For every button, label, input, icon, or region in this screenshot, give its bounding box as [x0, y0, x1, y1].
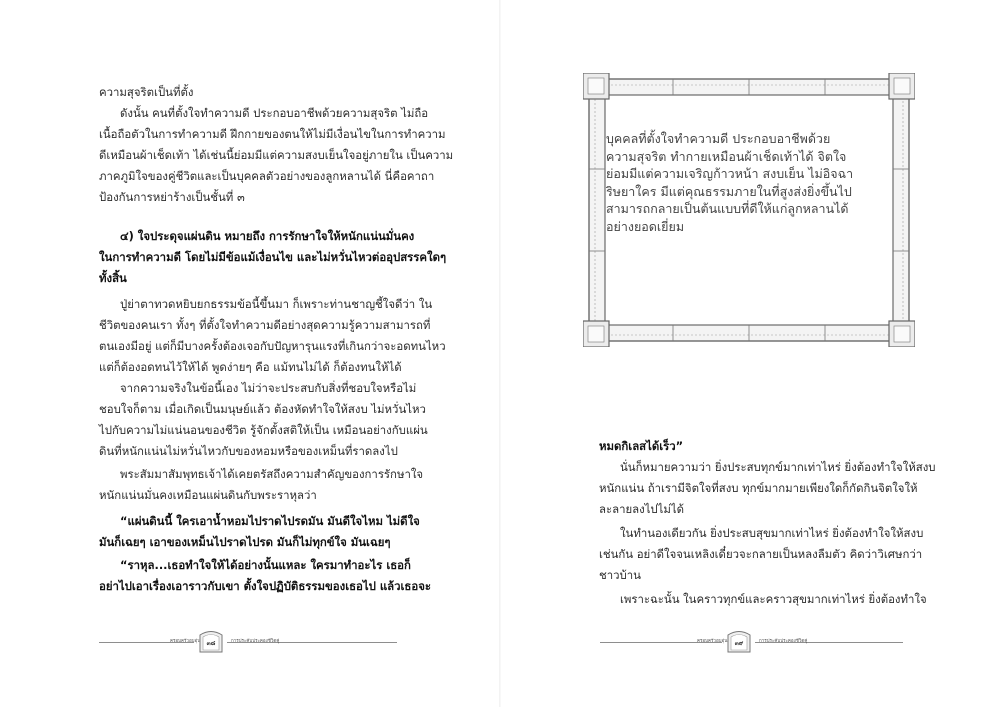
left-line-19: หนักแน่นมั่นคงเหมือนแผ่นดินกับพระราหุลว่า	[99, 488, 317, 502]
right-line-3: หนักแน่น ถ้าเรามีจิตใจที่สงบ ทุกข์มากมายเพียงใดก็กัดกินจิตใจให้	[599, 481, 918, 495]
right-line-6: เช่นกัน อย่าดีใจจนเหลิงเดี๋ยวจะกลายเป็นหลงลืมตัว คิดว่าวิเศษกว่า	[599, 547, 923, 561]
left-heading-4-line-2: ในการทำความดี โดยไม่มีข้อแม้เงื่อนไข และไม่หวั่นไหวต่ออุปสรรคใดๆ	[99, 250, 447, 264]
framed-quote	[606, 130, 886, 235]
book-gutter	[499, 0, 501, 707]
left-line-14: จากความจริงในข้อนี้เอง ไม่ว่าจะประสบกับสิ่งที่ชอบใจหรือไม่	[120, 381, 417, 395]
left-line-18: พระสัมมาสัมพุทธเจ้าได้เคยตรัสถึงความสำคัญของการรักษาใจ	[120, 467, 424, 481]
left-line-3: เนื้อถือตัวในการทำความดี ฝึกกายของตนให้ไม่มีเงื่อนไขในการทำความ	[99, 127, 446, 141]
left-quote-line-4: อย่าไปเอาเรื่องเอาราวกับเขา ตั้งใจปฏิบัติธรรมของเธอไป แล้วเธอจะ	[99, 579, 432, 593]
left-line-6: ป้องกันการหย่าร้างเป็นชั้นที่ ๓	[99, 190, 245, 204]
right-line-8: เพราะฉะนั้น ในคราวทุกข์และคราวสุขมากเท่าไหร่ ยิ่งต้องทำใจ	[620, 592, 927, 606]
right-page-number: ๓๙	[734, 640, 744, 647]
right-line-4: ละลายลงไปไม่ได้	[599, 502, 685, 516]
left-heading-4-line-1: ๔) ใจประดุจแผ่นดิน หมายถึง การรักษาใจให้หนักแน่นมั่นคง	[120, 229, 415, 243]
left-page-number: ๓๘	[206, 640, 216, 647]
left-quote-line-2: มันก็เฉยๆ เอาของเหม็นไปราดไปรด มันก็ไม่ทุกข์ใจ มันเฉยๆ	[99, 535, 391, 549]
right-page-number-badge	[726, 629, 752, 653]
right-line-1: หมดกิเลสได้เร็ว”	[599, 439, 684, 453]
framed-quote-line-2: ความสุจริต ทำกายเหมือนผ้าเช็ดเท้าได้ จิตใจ	[606, 148, 847, 164]
left-line-1: ความสุจริตเป็นที่ตั้ง	[99, 85, 194, 99]
framed-quote-line-1: บุคคลที่ตั้งใจทำความดี ประกอบอาชีพด้วย	[606, 131, 831, 146]
left-line-13: แต่ก็ต้องอดทนไว้ให้ได้ พูดง่ายๆ คือ แม้ทนไม่ได้ ก็ต้องทนให้ได้	[99, 360, 402, 374]
left-line-2: ดังนั้น คนที่ตั้งใจทำความดี ประกอบอาชีพด้วยความสุจริต ไม่ถือ	[120, 106, 429, 120]
right-line-2: นั่นก็หมายความว่า ยิ่งประสบทุกข์มากเท่าไหร่ ยิ่งต้องทำใจให้สงบ	[620, 460, 936, 474]
left-footer-book-title: ครอบครัวอบอุ่น	[170, 639, 201, 644]
framed-quote-line-5: สามารถกลายเป็นต้นแบบที่ดีให้แก่ลูกหลานได้	[606, 201, 849, 216]
left-line-17: ดินที่หนักแน่นไม่หวั่นไหวกับของหอมหรือของเหม็นที่ราดลงไป	[99, 444, 398, 458]
right-line-5: ในทำนองเดียวกัน ยิ่งประสบสุขมากเท่าไหร่ ยิ่งต้องทำใจให้สงบ	[620, 526, 924, 540]
right-line-7: ชาวบ้าน	[599, 568, 641, 582]
left-line-10: ปู่ย่าตาทวดหยิบยกธรรมข้อนี้ขึ้นมา ก็เพราะท่านชาญชี้ใจดีว่า ใน	[120, 297, 433, 311]
left-line-11: ชีวิตของคนเรา ทั้งๆ ที่ตั้งใจทำความดีอย่างสุดความรู้ความสามารถที่	[99, 318, 431, 332]
left-heading-4-line-3: ทั้งสิ้น	[99, 271, 127, 285]
left-page-number-badge	[198, 629, 224, 653]
left-footer-chapter-title: การประคับประคองชีวิตคู่	[231, 639, 280, 644]
left-line-16: ไปกับความไม่แน่นอนของชีวิต รู้จักตั้งสติให้เป็น เหมือนอย่างกับแผ่น	[99, 423, 428, 437]
left-line-15: ชอบใจก็ตาม เมื่อเกิดเป็นมนุษย์แล้ว ต้องหัดทำใจให้สงบ ไม่หวั่นไหว	[99, 402, 426, 416]
right-footer-chapter-title: การประคับประคองชีวิตคู่	[759, 639, 808, 644]
left-line-4: ดีเหมือนผ้าเช็ดเท้า ได้เช่นนี้ย่อมมีแต่ความสงบเย็นใจอยู่ภายใน เป็นความ	[99, 148, 454, 162]
framed-quote-line-4: ริษยาใคร มีแต่คุณธรรมภายในที่สูงส่งยิ่งขึ้นไป	[606, 183, 852, 199]
left-line-5: ภาคภูมิใจของคู่ชีวิตและเป็นบุคคลตัวอย่างของลูกหลานได้ นี่คือคาถา	[99, 169, 435, 183]
framed-quote-line-3: ย่อมมีแต่ความเจริญก้าวหน้า สงบเย็น ไม่อิจฉา	[606, 166, 854, 181]
right-footer-book-title: ครอบครัวอบอุ่น	[697, 639, 728, 644]
framed-quote-line-6: อย่างยอดเยี่ยม	[606, 218, 685, 234]
left-quote-line-3: “ราหุล...เธอทำใจให้ได้อย่างนั้นแหละ ใครมาทำอะไร เธอก็	[120, 558, 411, 572]
left-quote-line-1: “แผ่นดินนี้ ใครเอาน้ำหอมไปราดไปรดมัน มันดีใจไหม ไม่ดีใจ	[120, 514, 420, 528]
left-line-12: ตนเองมีอยู่ แต่ก็มีบางครั้งต้องเจอกับปัญหารุนแรงที่เกินกว่าจะอดทนไหว	[99, 339, 446, 353]
